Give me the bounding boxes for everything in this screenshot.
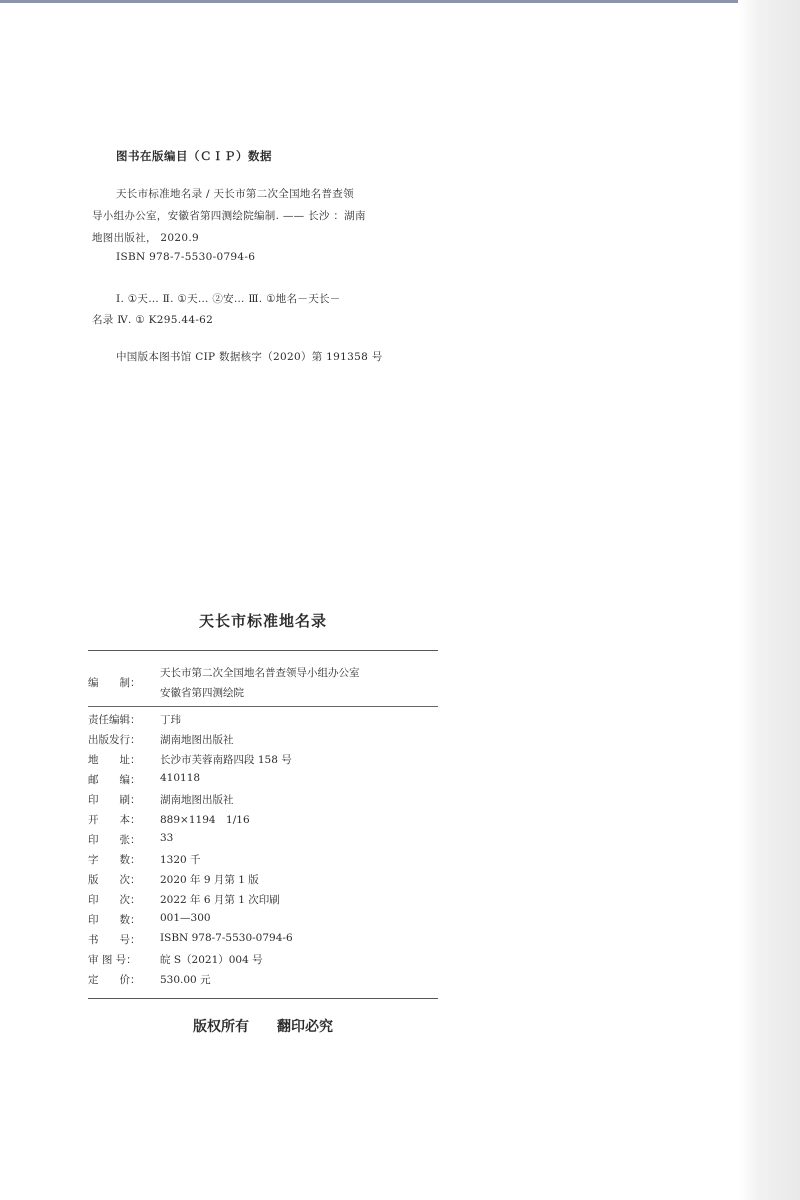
- colophon-title: 天长市标准地名录: [198, 612, 327, 630]
- row-label: 印 张：: [88, 834, 141, 846]
- cip-line-record-number: 中国版本图书馆 CIP 数据核字（2020）第 191358 号: [116, 351, 383, 363]
- row-label: 印 刷：: [88, 794, 141, 806]
- row-label: 印 数：: [88, 914, 141, 926]
- row-value: 530.00 元: [160, 974, 211, 986]
- editor-line-2: 安徽省第四测绘院: [160, 687, 244, 699]
- no-reproduction: 翻印必究: [277, 1019, 333, 1035]
- cip-line-2: 导小组办公室，安徽省第四测绘院编制. —— 长沙 ：湖南: [92, 210, 366, 222]
- row-value: 湖南地图出版社: [160, 794, 234, 806]
- editor-label: 编 制：: [88, 677, 141, 689]
- cip-line-isbn: ISBN 978-7-5530-0794-6: [116, 251, 256, 263]
- row-label: 地 址：: [88, 754, 141, 766]
- cip-line-3: 地图出版社， 2020.9: [92, 232, 199, 244]
- rights-reserved: 版权所有: [193, 1019, 249, 1035]
- row-label: 书 号：: [88, 934, 141, 946]
- row-value: ISBN 978-7-5530-0794-6: [160, 932, 293, 944]
- row-value: 皖 S（2021）004 号: [160, 954, 263, 966]
- cip-line-classification-1: Ⅰ. ①天… Ⅱ. ①天… ②安… Ⅲ. ①地名－天长－: [116, 293, 341, 305]
- row-label: 责任编辑：: [88, 714, 141, 726]
- row-label: 审 图 号：: [88, 954, 137, 966]
- row-label: 定 价：: [88, 974, 141, 986]
- row-label: 版 次：: [88, 874, 141, 886]
- colophon-bottom-rule: [88, 998, 438, 999]
- row-value: 2022 年 6 月第 1 次印刷: [160, 894, 280, 906]
- colophon-top-rule: [88, 650, 438, 651]
- row-value: 湖南地图出版社: [160, 734, 234, 746]
- row-label: 出版发行：: [88, 734, 141, 746]
- row-label: 印 次：: [88, 894, 141, 906]
- row-value: 001—300: [160, 912, 211, 924]
- copyright-notice: [88, 1016, 438, 1036]
- row-value: 丁玮: [160, 714, 181, 726]
- row-label: 字 数：: [88, 854, 141, 866]
- top-border: [0, 0, 800, 3]
- row-value: 889×1194 1/16: [160, 814, 250, 826]
- cip-heading: 图书在版编目（ＣＩＰ）数据: [116, 149, 272, 163]
- cip-line-1: 天长市标准地名录 / 天长市第二次全国地名普查领: [116, 188, 354, 200]
- row-value: 2020 年 9 月第 1 版: [160, 874, 259, 886]
- row-value: 长沙市芙蓉南路四段 158 号: [160, 754, 292, 766]
- page-edge-shadow: [738, 0, 800, 1200]
- row-value: 1320 千: [160, 854, 201, 866]
- colophon-middle-rule: [88, 706, 438, 707]
- row-label: 邮 编：: [88, 774, 141, 786]
- row-label: 开 本：: [88, 814, 141, 826]
- cip-line-classification-2: 名录 Ⅳ. ① K295.44-62: [92, 314, 214, 326]
- editor-line-1: 天长市第二次全国地名普查领导小组办公室: [160, 667, 360, 679]
- row-value: 410118: [160, 772, 201, 784]
- row-value: 33: [160, 832, 174, 844]
